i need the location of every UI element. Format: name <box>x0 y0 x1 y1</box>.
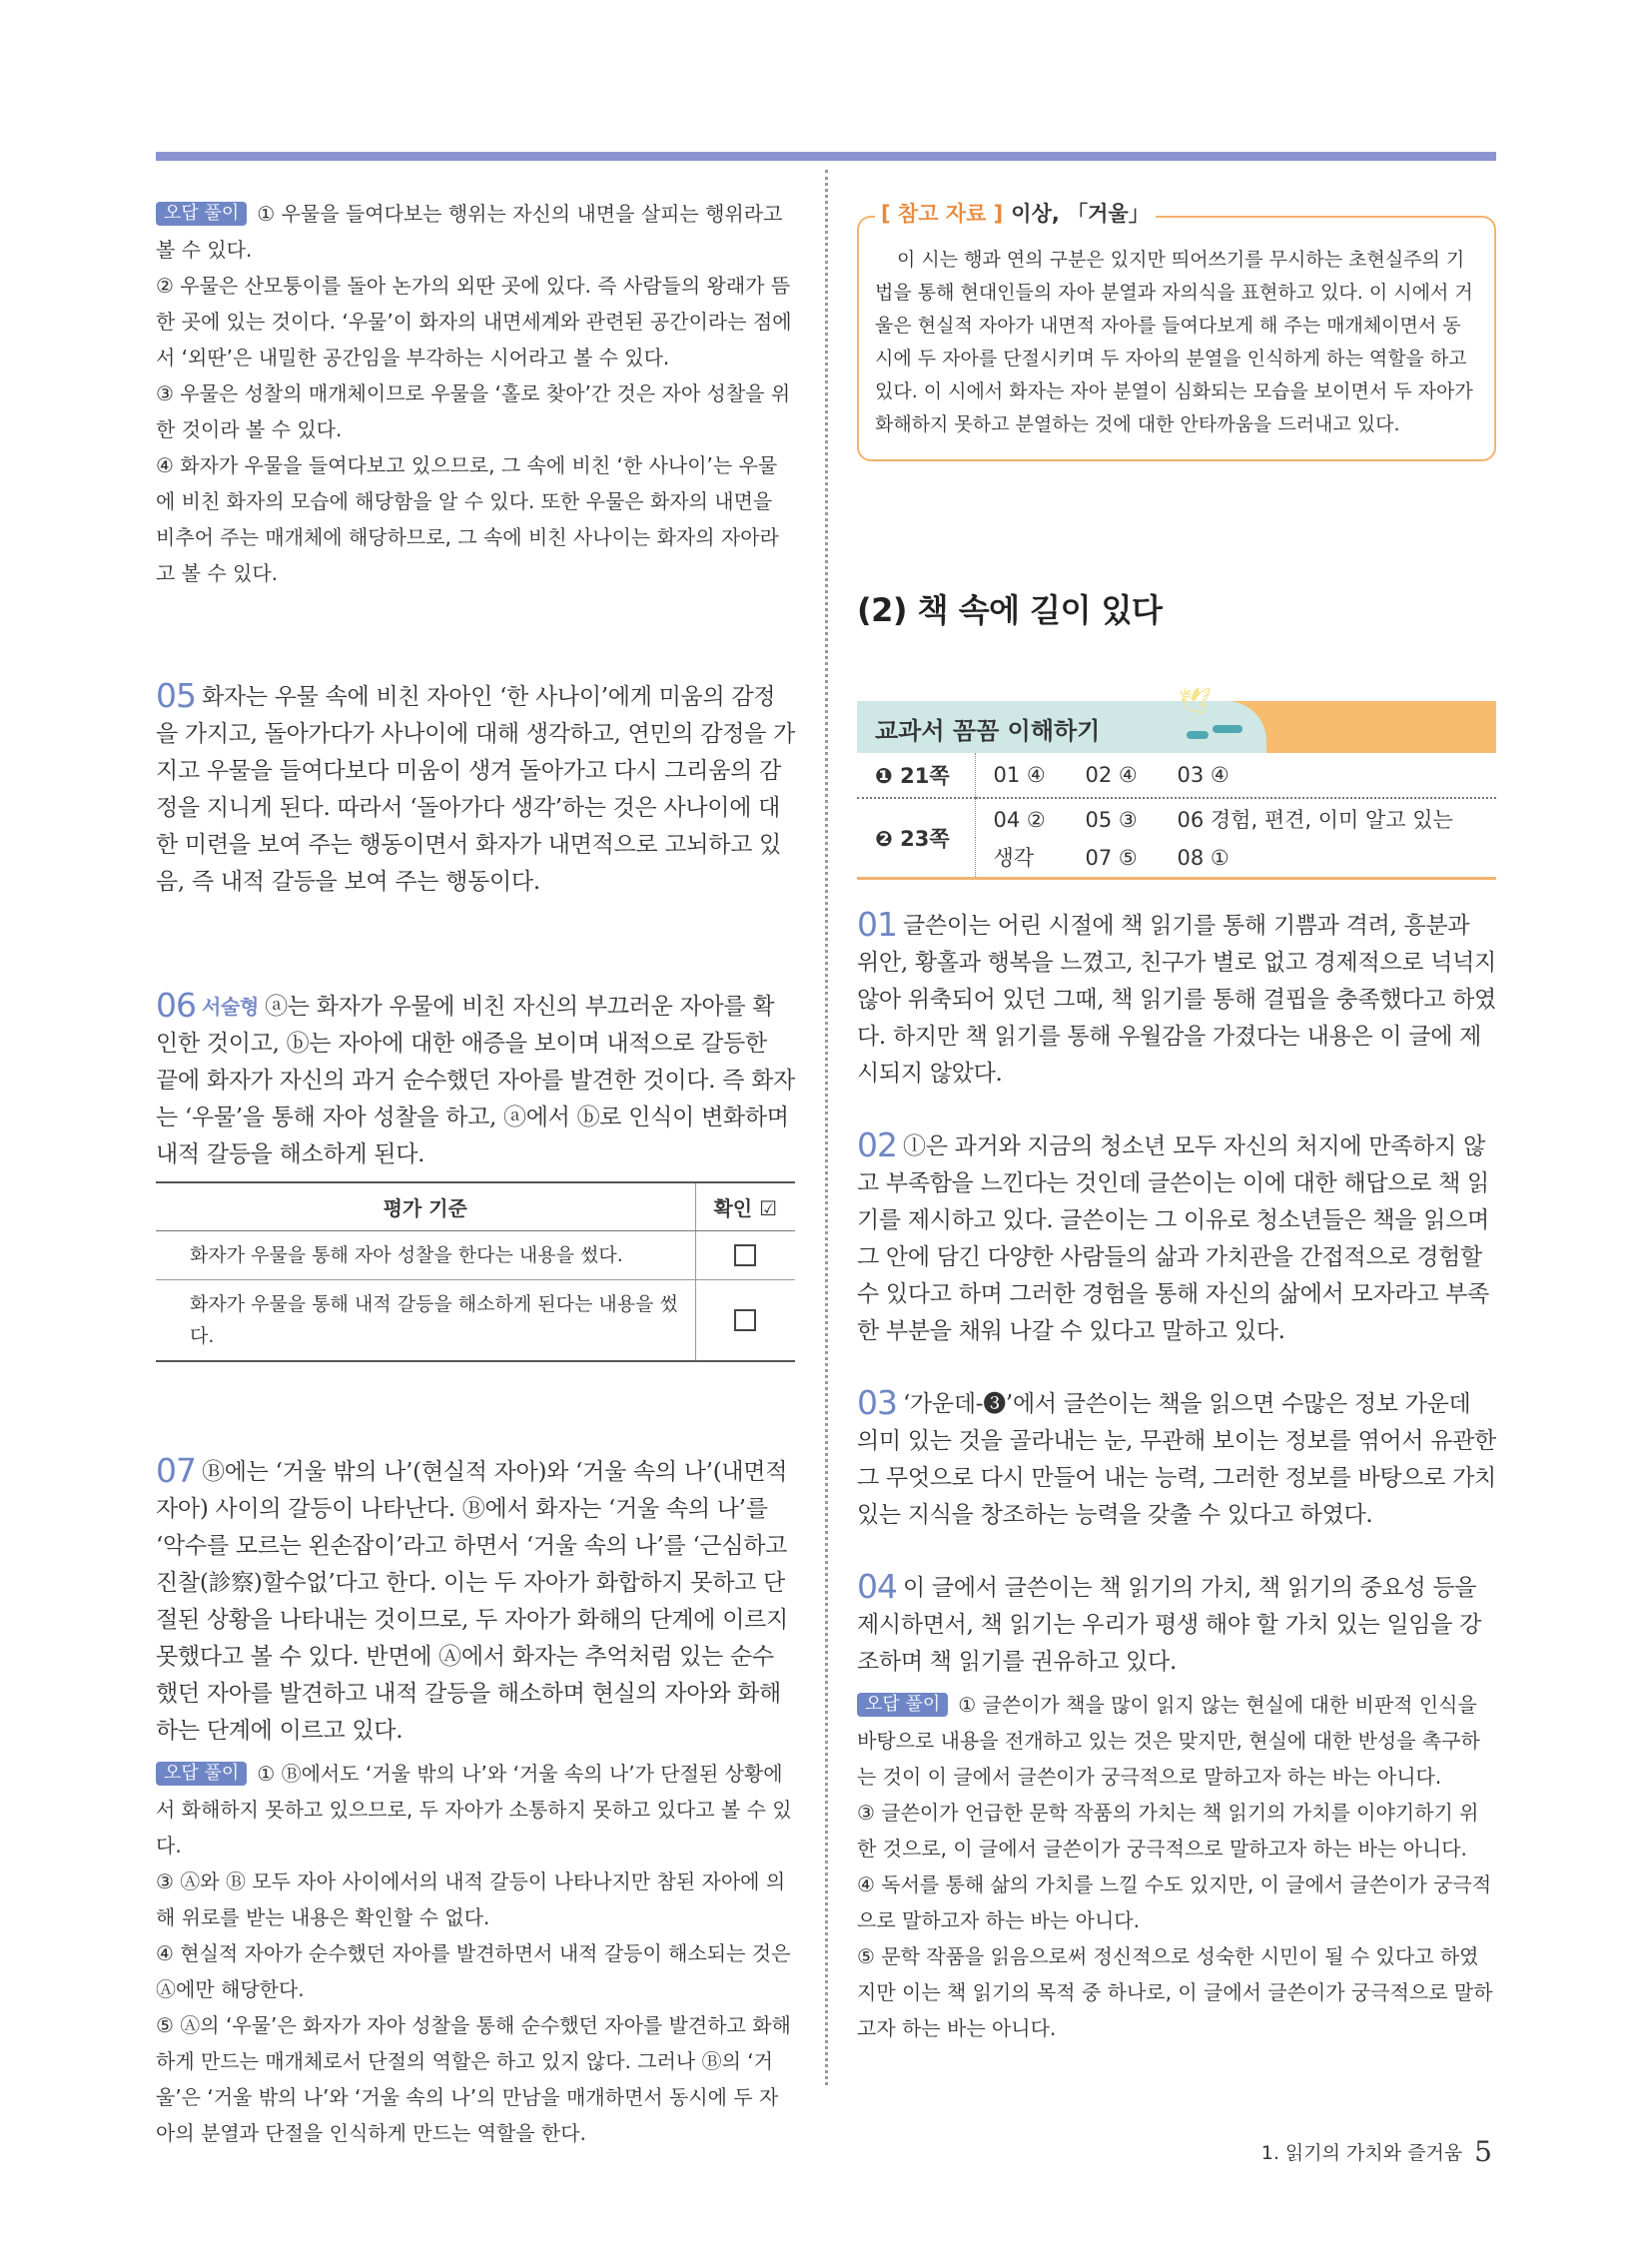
question-number: 02 <box>857 1124 897 1164</box>
odap-text: ① 우물을 들여다보는 행위는 자신의 내면을 살피는 행위라고 볼 수 있다. <box>156 202 783 262</box>
answer-item: 06 경험, 편견, 이미 알고 있는 <box>1177 807 1453 832</box>
odap-text: ② 우물은 산모퉁이를 돌아 논가의 외딴 곳에 있다. 즉 사람들의 왕래가 뜸한 곳에 있는 것이다. ‘우물’이 화자의 내면세계와 관련된 공간이라는 점에서 ‘외딴’은 내밀한 공간임을 부각하는 시어라고 볼 수 있다. <box>156 274 792 370</box>
answer-item: 01 ④ <box>993 763 1046 787</box>
left-column <box>156 196 795 2151</box>
answer-q06 <box>156 987 795 1173</box>
answer-item: 05 ③ <box>1085 807 1138 832</box>
checkbox[interactable] <box>734 1244 756 1266</box>
answer-table <box>857 753 1496 880</box>
table-row <box>156 1230 795 1279</box>
odap-text: ④ 독서를 통해 삶의 가치를 느낄 수도 있지만, 이 글에서 글쓴이가 궁극적으로 말하고자 하는 바는 아니다. <box>857 1871 1492 1932</box>
cloud-icon <box>1213 725 1242 733</box>
answer-item: 04 ② <box>993 807 1046 832</box>
reference-poem: 이상, 「거울」 <box>1011 202 1150 226</box>
question-number: 05 <box>156 676 196 715</box>
question-number: 07 <box>156 1450 196 1490</box>
checkbox[interactable] <box>734 1309 756 1331</box>
answer-q04 <box>857 1568 1496 1681</box>
reference-box <box>857 202 1496 461</box>
answer-item: 03 ④ <box>1177 763 1230 787</box>
answer-text: Ⓑ에는 ‘거울 밖의 나’(현실적 자아)와 ‘거울 속의 나’(내면적 자아) 사이의 갈등이 나타난다. Ⓑ에서 화자는 ‘거울 속의 나’를 ‘악수를 모르는 왼손잡이’라고 하면서 ‘거울 속의 나’를 ‘근심하고진찰(診察)할수없’다고 한다. 이는 두 자아가 화합하지 못하고 단절된 상황을 나타내는 것이므로, 두 자아가 화해의 단계에 이르지 못했다고 볼 수 있다. 반면에 Ⓐ에서 화자는 추억처럼 있는 순수했던 자아를 발견하고 내적 갈등을 해소하며 현실의 자아와 화해하는 단계에 이르고 있다. <box>156 1458 788 1744</box>
table-row <box>156 1279 795 1361</box>
odap-tag: 오답 풀이 <box>156 1762 247 1786</box>
page-label: ❷ 23쪽 <box>857 798 975 878</box>
right-column <box>857 196 1496 2046</box>
table-header-criteria: 평가 기준 <box>156 1182 695 1230</box>
reference-title <box>875 198 1156 228</box>
answer-text: 글쓴이는 어린 시절에 책 읽기를 통해 기쁨과 격려, 흥분과 위안, 황홀과 행복을 느꼈고, 친구가 별로 없고 경제적으로 넉넉지 않아 위축되어 있던 그때, 책 읽기를 통해 결핍을 충족했다고 하였다. 하지만 책 읽기를 통해 우월감을 가졌다는 내용은 이 글에 제시되지 않았다. <box>857 912 1496 1087</box>
odap-text: ① Ⓑ에서도 ‘거울 밖의 나’와 ‘거울 속의 나’가 단절된 상황에서 화해하지 못하고 있으므로, 두 자아가 소통하지 못하고 있다고 볼 수 있다. <box>156 1761 792 1858</box>
answer-text: 이 글에서 글쓴이는 책 읽기의 가치, 책 읽기의 중요성 등을 제시하면서, 책 읽기는 우리가 평생 해야 할 가치 있는 일임을 강조하며 책 읽기를 권유하고 있다. <box>857 1574 1482 1675</box>
answer-item: 08 ① <box>1177 846 1230 871</box>
odap-tag: 오답 풀이 <box>857 1693 948 1717</box>
criteria-text: 화자가 우물을 통해 자아 성찰을 한다는 내용을 썼다. <box>156 1230 695 1279</box>
question-number: 03 <box>857 1382 897 1422</box>
bird-icon: 🕊 <box>1179 687 1213 717</box>
odap-tag: 오답 풀이 <box>156 202 247 226</box>
odap-text: ③ 우물은 성찰의 매개체이므로 우물을 ‘홀로 찾아’간 것은 자아 성찰을 위한 것이라 볼 수 있다. <box>156 381 791 441</box>
odap-text: ⑤ 문학 작품을 읽음으로써 정신적으로 성숙한 시민이 될 수 있다고 하였지만 이는 책 읽기의 목적 중 하나로, 이 글에서 글쓴이가 궁극적으로 말하고자 하는 바는 아니다. <box>857 1943 1493 2040</box>
page-footer <box>1261 2135 1492 2168</box>
question-number: 04 <box>857 1566 897 1606</box>
chapter-title: 1. 읽기의 가치와 즐거움 <box>1260 2142 1463 2164</box>
answer-q07 <box>156 1452 795 1750</box>
answer-q02 <box>857 1126 1496 1350</box>
seosul-label: 서술형 <box>202 995 260 1019</box>
section-title: (2) 책 속에 길이 있다 <box>857 591 1163 629</box>
reference-text: 이 시는 행과 연의 구분은 있지만 띄어쓰기를 무시하는 초현실주의 기법을 통해 현대인들의 자아 분열과 자의식을 표현하고 있다. 이 시에서 거울은 현실적 자아가 내면적 자아를 들여다보게 해 주는 매개체이면서 동시에 두 자아를 단절시키며 두 자아의 분열을 인식하게 하는 역할을 하고 있다. 이 시에서 화자는 자아 분열이 심화되는 모습을 보이면서 두 자아가 화해하지 못하고 분열하는 것에 대한 안타까움을 드러내고 있다. <box>875 249 1473 435</box>
odap-text: ① 글쓴이가 책을 많이 읽지 않는 현실에 대한 비판적 인식을 바탕으로 내용을 전개하고 있는 것은 맞지만, 현실에 대한 반성을 촉구하는 것이 이 글에서 글쓴이가 궁극적으로 말하고자 하는 바는 아니다. <box>857 1692 1480 1789</box>
table-row <box>857 753 1496 798</box>
answer-q03 <box>857 1384 1496 1534</box>
odap-text: ③ Ⓐ와 Ⓑ 모두 자아 사이에서의 내적 갈등이 나타나지만 참된 자아에 의해 위로를 받는 내용은 확인할 수 없다. <box>156 1868 786 1929</box>
answer-q01 <box>857 906 1496 1093</box>
odap-block-q04-right <box>857 1687 1496 2046</box>
question-number: 06 <box>156 986 196 1025</box>
table-header-check: 확인 ☑ <box>695 1182 795 1230</box>
reference-tag: [ 참고 자료 ] <box>881 202 1004 226</box>
top-rule <box>156 152 1496 161</box>
page-label: ❶ 21쪽 <box>857 753 975 798</box>
odap-text: ⑤ Ⓐ의 ‘우물’은 화자가 자아 성찰을 통해 순수했던 자아를 발견하고 화해하게 만드는 매개체로서 단절의 역할은 하고 있지 않다. 그러나 Ⓑ의 ‘거울’은 ‘거울 밖의 나’와 ‘거울 속의 나’의 만남을 매개하면서 동시에 두 자아의 분열과 단절을 인식하게 만드는 역할을 한다. <box>156 2012 791 2145</box>
answer-item: 생각 <box>993 846 1035 871</box>
column-divider <box>825 170 828 2085</box>
answer-item: 07 ⑤ <box>1085 846 1138 871</box>
question-number: 01 <box>857 904 897 944</box>
answer-item: 02 ④ <box>1085 763 1138 787</box>
odap-block-q04 <box>156 196 795 591</box>
answer-text: ⓛ은 과거와 지금의 청소년 모두 자신의 처지에 만족하지 않고 부족함을 느낀다는 것인데 글쓴이는 이에 대한 해답으로 책 읽기를 제시하고 있다. 글쓴이는 그 이유로 청소년들은 책을 읽으며 그 안에 담긴 다양한 사람들의 삶과 가치관을 간접적으로 경험할 수 있다고 하며 그러한 경험을 통해 자신의 삶에서 모자라고 부족한 부분을 채워 나갈 수 있다고 말하고 있다. <box>857 1132 1489 1344</box>
odap-text: ③ 글쓴이가 언급한 문학 작품의 가치는 책 읽기의 가치를 이야기하기 위한 것으로, 이 글에서 글쓴이가 궁극적으로 말하고자 하는 바는 아니다. <box>857 1800 1479 1861</box>
page-number: 5 <box>1474 2135 1492 2168</box>
odap-block-q07 <box>156 1756 795 2151</box>
criteria-text: 화자가 우물을 통해 내적 갈등을 해소하게 된다는 내용을 썼다. <box>156 1279 695 1361</box>
evaluation-table <box>156 1181 795 1362</box>
answer-q05 <box>156 677 795 901</box>
answer-text: ‘가운데-❸’에서 글쓴이는 책을 읽으면 수많은 정보 가운데 의미 있는 것을 골라내는 눈, 무관해 보이는 정보를 엮어서 유관한 그 무엇으로 다시 만들어 내는 능력, 그러한 정보를 바탕으로 가치 있는 지식을 창조하는 능력을 갖출 수 있다고 하였다. <box>857 1390 1496 1528</box>
cloud-icon <box>1187 731 1209 739</box>
odap-text: ④ 현실적 자아가 순수했던 자아를 발견하면서 내적 갈등이 해소되는 것은 Ⓐ에만 해당한다. <box>156 1940 791 2001</box>
answer-text: ⓐ는 화자가 우물에 비친 자신의 부끄러운 자아를 확인한 것이고, ⓑ는 자아에 대한 애증을 보이며 내적으로 갈등한 끝에 화자가 자신의 과거 순수했던 자아를 발견한 것이다. 즉 화자는 ‘우물’을 통해 자아 성찰을 하고, ⓐ에서 ⓑ로 인식이 변화하며 내적 갈등을 해소하게 된다. <box>156 994 795 1167</box>
banner-title: 교과서 꼼꼼 이해하기 <box>875 717 1101 745</box>
answer-banner <box>857 687 1496 753</box>
table-row <box>857 798 1496 838</box>
answer-text: 화자는 우물 속에 비친 자아인 ‘한 사나이’에게 미움의 감정을 가지고, 돌아가다가 사나이에 대해 생각하고, 연민의 감정을 가지고 우물을 들여다보다 미움이 생겨 돌아가고 다시 그리움의 감정을 지니게 된다. 따라서 ‘돌아가다 생각’하는 것은 사나이에 대한 미련을 보여 주는 행동이면서 화자가 내면적으로 고뇌하고 있음, 즉 내적 갈등을 보여 주는 행동이다. <box>156 684 795 895</box>
odap-text: ④ 화자가 우물을 들여다보고 있으므로, 그 속에 비친 ‘한 사나이’는 우물에 비친 화자의 모습에 해당함을 알 수 있다. 또한 우물은 화자의 내면을 비추어 주는 매개체에 해당하므로, 그 속에 비친 사나이는 화자의 자아라고 볼 수 있다. <box>156 453 779 585</box>
